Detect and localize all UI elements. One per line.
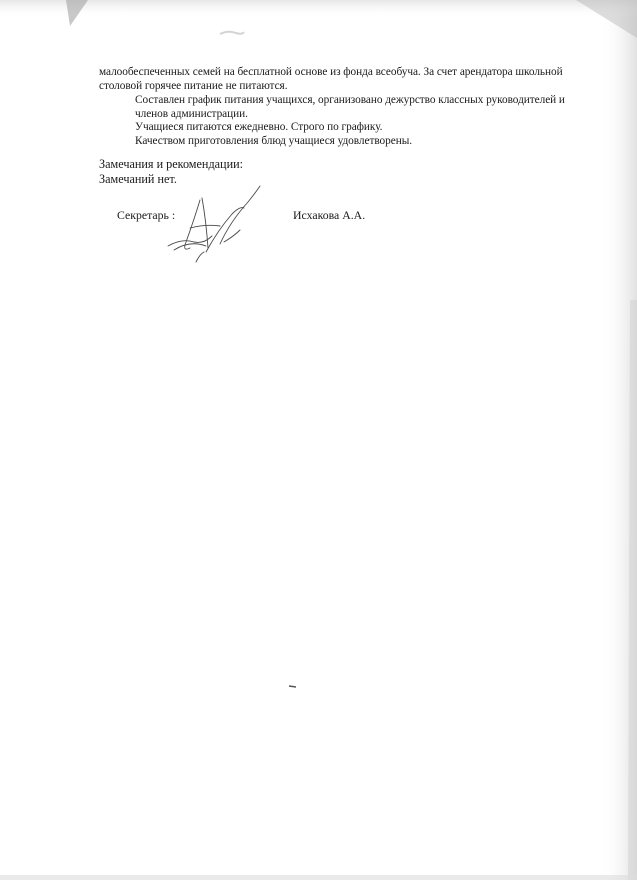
paragraph-line-2: столовой горячее питание не питаются. [99,80,288,92]
paragraph-line-3: Составлен график питания учащихся, организовано дежурство классных руководителей и [135,94,565,106]
signatory-name: Исхакова А.А. [293,208,366,222]
scan-speck [218,28,246,38]
remarks-heading: Замечания и рекомендации: [99,157,244,171]
paragraph-line-1: малообеспеченных семей на бесплатной основе из фонда всеобуча. За счет арендатора школьной [99,66,563,78]
signature-role-label: Секретарь : [117,208,176,222]
paragraph-line-6: Качеством приготовления блюд учащиеся удовлетворены. [135,135,413,147]
scan-speck [288,683,298,689]
remarks-text: Замечаний нет. [99,172,177,186]
paragraph-line-5: Учащиеся питаются ежедневно. Строго по графику. [135,121,383,133]
handwritten-signature [160,180,270,265]
paragraph-line-4: членов администрации. [135,108,248,120]
